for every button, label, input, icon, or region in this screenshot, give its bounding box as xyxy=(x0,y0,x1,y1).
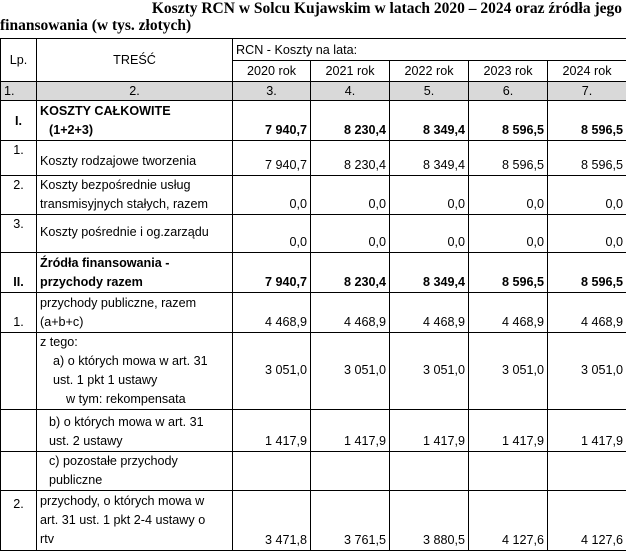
value-cell: 8 230,4 xyxy=(311,141,390,176)
row-description xyxy=(37,176,233,215)
header-year: 2021 rok xyxy=(311,61,390,82)
table-row xyxy=(1,491,626,551)
row-text: transmisyjnych stałych, razem xyxy=(40,197,208,211)
value-cell: 4 468,9 xyxy=(469,293,548,333)
value-cell: 8 230,4 xyxy=(311,253,390,293)
header-year: 2022 rok xyxy=(390,61,469,82)
value-cell: 0,0 xyxy=(233,176,311,215)
value-cell: 7 940,7 xyxy=(233,141,311,176)
title-line-2: finansowania (w tys. złotych) xyxy=(0,17,192,34)
value-cell: 4 468,9 xyxy=(233,293,311,333)
value-cell: 8 596,5 xyxy=(548,253,626,293)
value-cell: 0,0 xyxy=(548,215,626,253)
row-text: b) o których mowa w art. 31 xyxy=(49,415,204,429)
numbering-cell: 1. xyxy=(1,82,37,101)
row-text: KOSZTY CAŁKOWITE xyxy=(40,103,171,118)
value-cell: 8 230,4 xyxy=(311,101,390,141)
row-text: przychody razem xyxy=(40,274,143,289)
table-row xyxy=(1,293,626,333)
value-cell: 0,0 xyxy=(469,176,548,215)
header-year: 2020 rok xyxy=(233,61,311,82)
value-cell xyxy=(390,452,469,491)
value-cell: 3 051,0 xyxy=(311,333,390,410)
table-row xyxy=(1,176,626,215)
value-cell: 4 127,6 xyxy=(469,491,548,551)
table-row xyxy=(1,101,626,141)
value-cell: 0,0 xyxy=(311,176,390,215)
table-row xyxy=(1,333,626,410)
value-cell: 3 051,0 xyxy=(469,333,548,410)
row-text: Źródła finansowania - xyxy=(40,255,170,270)
value-cell: 8 349,4 xyxy=(390,253,469,293)
table-row xyxy=(1,141,626,176)
value-cell: 3 051,0 xyxy=(390,333,469,410)
cost-table xyxy=(0,38,626,551)
row-text: c) pozostałe przychody xyxy=(49,454,178,468)
row-lp: 1. xyxy=(1,141,37,176)
row-description xyxy=(37,293,233,333)
row-text: rtv xyxy=(40,532,54,546)
value-cell: 3 051,0 xyxy=(548,333,626,410)
value-cell: 3 051,0 xyxy=(233,333,311,410)
value-cell: 0,0 xyxy=(390,215,469,253)
row-text: z tego: xyxy=(40,335,78,349)
value-cell: 7 940,7 xyxy=(233,253,311,293)
value-cell: 8 596,5 xyxy=(469,141,548,176)
row-text: Koszty bezpośrednie usług xyxy=(40,178,191,192)
row-lp: 2. xyxy=(1,176,37,215)
value-cell: 8 349,4 xyxy=(390,101,469,141)
value-cell: 8 349,4 xyxy=(390,141,469,176)
row-text: a) o których mowa w art. 31 xyxy=(53,354,208,368)
table-row xyxy=(1,410,626,452)
table-row xyxy=(1,253,626,293)
value-cell: 4 468,9 xyxy=(311,293,390,333)
row-description xyxy=(37,410,233,452)
value-cell: 0,0 xyxy=(469,215,548,253)
value-cell: 1 417,9 xyxy=(469,410,548,452)
value-cell: 1 417,9 xyxy=(390,410,469,452)
value-cell xyxy=(548,452,626,491)
row-text: (1+2+3) xyxy=(49,122,94,137)
row-text: przychody publiczne, razem xyxy=(40,295,197,310)
row-lp: I. xyxy=(1,101,37,141)
value-cell: 1 417,9 xyxy=(548,410,626,452)
row-text: (a+b+c) xyxy=(40,314,84,329)
value-cell: 4 468,9 xyxy=(548,293,626,333)
header-tresc: TREŚĆ xyxy=(37,39,233,82)
row-lp xyxy=(1,452,37,491)
row-text: ust. 1 pkt 1 ustawy xyxy=(53,373,158,387)
numbering-cell: 2. xyxy=(37,82,233,101)
value-cell: 4 468,9 xyxy=(390,293,469,333)
row-description: Koszty rodzajowe tworzenia xyxy=(37,141,233,176)
row-lp: II. xyxy=(1,253,37,293)
numbering-cell: 6. xyxy=(469,82,548,101)
row-lp: 2. xyxy=(1,491,37,551)
value-cell xyxy=(311,452,390,491)
row-text: art. 31 ust. 1 pkt 2-4 ustawy o xyxy=(40,513,206,527)
value-cell: 1 417,9 xyxy=(233,410,311,452)
value-cell: 8 596,5 xyxy=(469,253,548,293)
row-text: w tym: rekompensata xyxy=(66,392,186,406)
row-description: Koszty pośrednie i og.zarządu xyxy=(37,215,233,253)
value-cell: 8 596,5 xyxy=(548,101,626,141)
row-description xyxy=(37,491,233,551)
value-cell: 8 596,5 xyxy=(548,141,626,176)
numbering-cell: 4. xyxy=(311,82,390,101)
value-cell xyxy=(469,452,548,491)
value-cell: 3 471,8 xyxy=(233,491,311,551)
row-text: ust. 2 ustawy xyxy=(49,434,123,448)
title-line-1: Koszty RCN w Solcu Kujawskim w latach 2020 – 2024 oraz źródła jego xyxy=(151,0,622,17)
header-group: RCN - Koszty na lata: xyxy=(233,39,626,61)
value-cell: 4 127,6 xyxy=(548,491,626,551)
row-lp: 1. xyxy=(1,293,37,333)
row-description xyxy=(37,333,233,410)
value-cell: 3 761,5 xyxy=(311,491,390,551)
row-description xyxy=(37,253,233,293)
row-lp xyxy=(1,333,37,410)
numbering-cell: 7. xyxy=(548,82,626,101)
value-cell: 0,0 xyxy=(233,215,311,253)
header-year: 2024 rok xyxy=(548,61,626,82)
numbering-cell: 5. xyxy=(390,82,469,101)
value-cell: 7 940,7 xyxy=(233,101,311,141)
row-text: przychody, o których mowa w xyxy=(40,494,205,508)
header-lp: Lp. xyxy=(1,39,37,82)
value-cell: 0,0 xyxy=(390,176,469,215)
value-cell xyxy=(233,452,311,491)
value-cell: 0,0 xyxy=(311,215,390,253)
value-cell: 8 596,5 xyxy=(469,101,548,141)
table-row xyxy=(1,452,626,491)
row-lp xyxy=(1,410,37,452)
row-lp: 3. xyxy=(1,215,37,253)
row-text: publiczne xyxy=(49,473,103,487)
row-description xyxy=(37,101,233,141)
value-cell: 1 417,9 xyxy=(311,410,390,452)
value-cell: 0,0 xyxy=(548,176,626,215)
numbering-cell: 3. xyxy=(233,82,311,101)
header-year: 2023 rok xyxy=(469,61,548,82)
document-title xyxy=(0,0,626,34)
table-row xyxy=(1,215,626,253)
value-cell: 3 880,5 xyxy=(390,491,469,551)
row-description xyxy=(37,452,233,491)
